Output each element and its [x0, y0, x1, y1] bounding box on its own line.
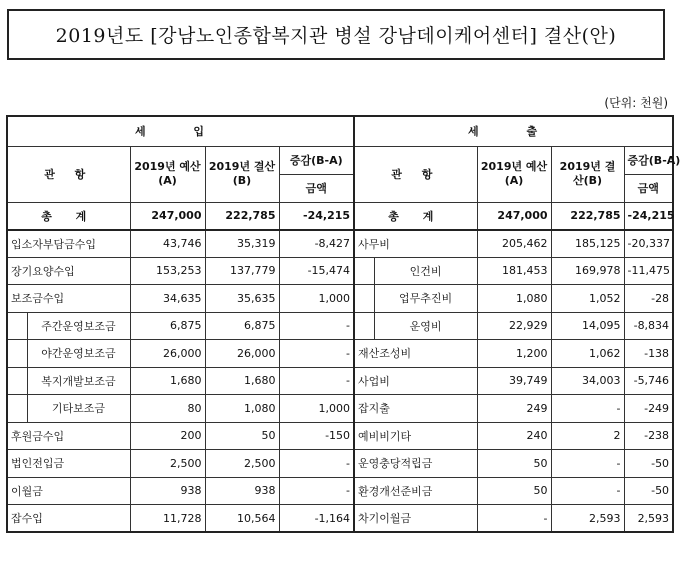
income-settlement-cell: 938: [205, 477, 279, 505]
income-indent-gutter: [7, 340, 27, 368]
table-row: [7, 312, 673, 340]
table-row: [7, 367, 673, 395]
expense-settlement-cell: 169,978: [551, 257, 624, 285]
income-item-label: 복지개발보조금: [27, 367, 130, 395]
income-item-label: 이월금: [7, 477, 130, 505]
table-row: [7, 285, 673, 313]
income-item-label: 법인전입금: [7, 450, 130, 478]
table-row: [7, 450, 673, 478]
expense-settlement-cell: 34,003: [551, 367, 624, 395]
expense-section-header: 세 출: [354, 116, 673, 146]
expense-budget-cell: 181,453: [477, 257, 551, 285]
income-item-label: 입소자부담금수입: [7, 230, 130, 258]
table-row: [7, 505, 673, 533]
expense-budget-cell: 1,080: [477, 285, 551, 313]
expense-total-settlement: 222,785: [551, 202, 624, 230]
expense-settlement-header-text: 2019년 결산(B): [559, 160, 616, 187]
income-amount-header: 금액: [279, 174, 354, 202]
income-budget-cell: 2,500: [130, 450, 205, 478]
expense-budget-header: [477, 146, 551, 202]
expense-change-cell: -8,834: [624, 312, 673, 340]
expense-settlement-cell: 1,052: [551, 285, 624, 313]
expense-item-label: 재산조성비: [354, 340, 477, 368]
expense-settlement-cell: -: [551, 477, 624, 505]
expense-change-cell: -238: [624, 422, 673, 450]
expense-change-cell: -249: [624, 395, 673, 423]
total-row: [7, 202, 673, 230]
expense-item-label: 환경개선준비금: [354, 477, 477, 505]
expense-total-budget: 247,000: [477, 202, 551, 230]
expense-budget-cell: 50: [477, 477, 551, 505]
expense-item-label: 업무추진비: [374, 285, 477, 313]
expense-item-label: 차기이월금: [354, 505, 477, 533]
income-settlement-cell: 137,779: [205, 257, 279, 285]
table-row: [7, 395, 673, 423]
expense-change-cell: -28: [624, 285, 673, 313]
income-settlement-cell: 10,564: [205, 505, 279, 533]
income-change-cell: -150: [279, 422, 354, 450]
expense-budget-cell: -: [477, 505, 551, 533]
income-budget-cell: 11,728: [130, 505, 205, 533]
expense-budget-cell: 39,749: [477, 367, 551, 395]
settlement-table: [6, 115, 680, 533]
expense-change-cell: -50: [624, 477, 673, 505]
income-change-cell: 1,000: [279, 285, 354, 313]
income-item-label: 야간운영보조금: [27, 340, 130, 368]
income-change-cell: 1,000: [279, 395, 354, 423]
income-item-header: 관 항: [7, 146, 130, 202]
column-header-row: [7, 146, 673, 174]
income-settlement-cell: 2,500: [205, 450, 279, 478]
income-budget-header-text: 2019년 예산(A): [134, 160, 201, 187]
income-change-header: 증감(B-A): [279, 146, 354, 174]
income-settlement-cell: 26,000: [205, 340, 279, 368]
expense-budget-cell: 249: [477, 395, 551, 423]
income-item-label: 주간운영보조금: [27, 312, 130, 340]
expense-indent-gutter: [354, 312, 374, 340]
income-settlement-cell: 1,080: [205, 395, 279, 423]
income-budget-cell: 43,746: [130, 230, 205, 258]
income-budget-cell: 200: [130, 422, 205, 450]
table-row: [7, 477, 673, 505]
expense-item-label: 운영충당적립금: [354, 450, 477, 478]
income-budget-cell: 1,680: [130, 367, 205, 395]
expense-change-cell: -20,337: [624, 230, 673, 258]
expense-amount-header: 금액: [624, 174, 673, 202]
expense-settlement-header: [551, 146, 624, 202]
expense-item-label: 운영비: [374, 312, 477, 340]
income-indent-gutter: [7, 395, 27, 423]
expense-total-change: -24,215: [624, 202, 673, 230]
income-change-cell: -: [279, 312, 354, 340]
income-section-header: 세 입: [7, 116, 354, 146]
expense-budget-header-text: 2019년 예산(A): [480, 160, 548, 187]
income-budget-header: [130, 146, 205, 202]
expense-budget-cell: 240: [477, 422, 551, 450]
expense-item-label: 잡지출: [354, 395, 477, 423]
income-budget-cell: 80: [130, 395, 205, 423]
income-settlement-cell: 1,680: [205, 367, 279, 395]
expense-indent-gutter: [354, 257, 374, 285]
expense-change-header: 증감(B-A): [624, 146, 673, 174]
income-budget-cell: 938: [130, 477, 205, 505]
document-title-text: 2019년도 [강남노인종합복지관 병설 강남데이케어센터] 결산(안): [55, 25, 617, 47]
income-change-cell: -: [279, 477, 354, 505]
income-change-cell: -: [279, 450, 354, 478]
expense-settlement-cell: -: [551, 395, 624, 423]
table-row: [7, 422, 673, 450]
income-change-cell: -1,164: [279, 505, 354, 533]
expense-change-cell: 2,593: [624, 505, 673, 533]
table-row: [7, 230, 673, 258]
expense-item-label: 인건비: [374, 257, 477, 285]
expense-settlement-cell: -: [551, 450, 624, 478]
document-title: [7, 9, 665, 60]
expense-item-header: 관 항: [354, 146, 477, 202]
expense-budget-cell: 50: [477, 450, 551, 478]
expense-change-cell: -11,475: [624, 257, 673, 285]
section-header-row: [7, 116, 673, 146]
income-change-cell: -8,427: [279, 230, 354, 258]
income-change-cell: -: [279, 367, 354, 395]
income-settlement-cell: 35,635: [205, 285, 279, 313]
income-budget-cell: 34,635: [130, 285, 205, 313]
income-item-label: 잡수입: [7, 505, 130, 533]
income-total-settlement: 222,785: [205, 202, 279, 230]
income-change-cell: -15,474: [279, 257, 354, 285]
income-budget-cell: 6,875: [130, 312, 205, 340]
expense-change-cell: -50: [624, 450, 673, 478]
expense-settlement-cell: 1,062: [551, 340, 624, 368]
income-item-label: 후원금수입: [7, 422, 130, 450]
income-total-label: 총 계: [7, 202, 130, 230]
expense-settlement-cell: 185,125: [551, 230, 624, 258]
unit-label: (단위: 천원): [604, 96, 668, 110]
expense-indent-gutter: [354, 285, 374, 313]
expense-change-cell: -5,746: [624, 367, 673, 395]
expense-item-label: 예비비기타: [354, 422, 477, 450]
expense-budget-cell: 22,929: [477, 312, 551, 340]
expense-budget-cell: 1,200: [477, 340, 551, 368]
income-total-budget: 247,000: [130, 202, 205, 230]
income-settlement-cell: 35,319: [205, 230, 279, 258]
income-settlement-header: [205, 146, 279, 202]
income-settlement-header-text: 2019년 결산(B): [208, 160, 276, 187]
income-item-label: 기타보조금: [27, 395, 130, 423]
expense-settlement-cell: 2,593: [551, 505, 624, 533]
income-settlement-cell: 50: [205, 422, 279, 450]
income-item-label: 장기요양수입: [7, 257, 130, 285]
expense-settlement-cell: 2: [551, 422, 624, 450]
expense-item-label: 사무비: [354, 230, 477, 258]
income-change-cell: -: [279, 340, 354, 368]
table-row: [7, 257, 673, 285]
expense-settlement-cell: 14,095: [551, 312, 624, 340]
income-indent-gutter: [7, 367, 27, 395]
income-budget-cell: 26,000: [130, 340, 205, 368]
income-settlement-cell: 6,875: [205, 312, 279, 340]
table-row: [7, 340, 673, 368]
income-item-label: 보조금수입: [7, 285, 130, 313]
expense-total-label: 총 계: [354, 202, 477, 230]
expense-budget-cell: 205,462: [477, 230, 551, 258]
income-total-change: -24,215: [279, 202, 354, 230]
expense-change-cell: -138: [624, 340, 673, 368]
income-budget-cell: 153,253: [130, 257, 205, 285]
expense-item-label: 사업비: [354, 367, 477, 395]
income-indent-gutter: [7, 312, 27, 340]
